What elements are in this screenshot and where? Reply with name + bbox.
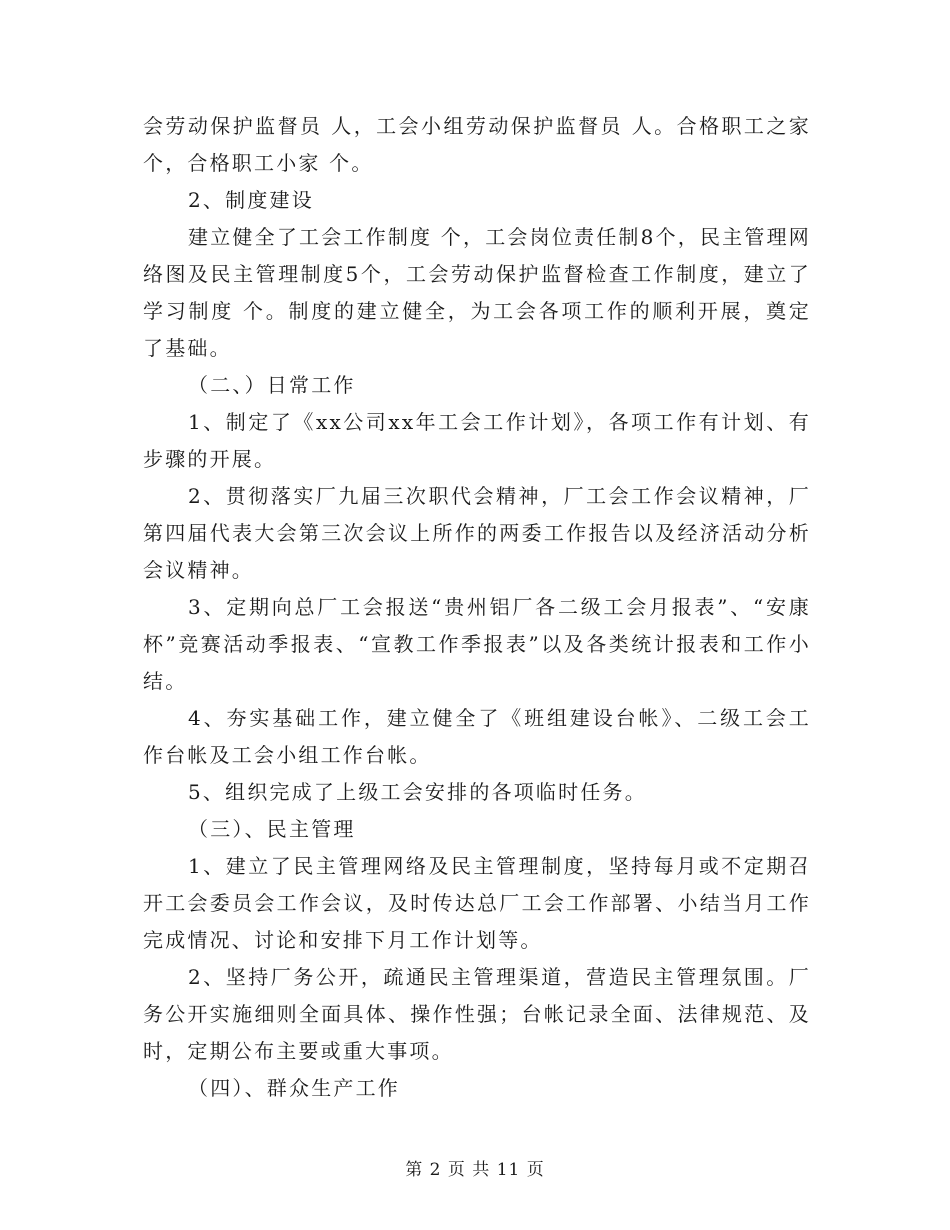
paragraph-daily-work-1: 1、制定了《xx公司xx年工会工作计划》，各项工作有计划、有步骤的开展。 xyxy=(143,410,811,471)
paragraph-daily-work-3: 3、定期向总厂工会报送“贵州铝厂各二级工会月报表”、“安康杯”竞赛活动季报表、“宣教工作季报表”以及各类统计报表和工作小结。 xyxy=(143,595,811,693)
paragraph-democratic-management-1: 1、建立了民主管理网络及民主管理制度，坚持每月或不定期召开工会委员会工作会议，及时传达总厂工会工作部署、小结当月工作完成情况、讨论和安排下月工作计划等。 xyxy=(143,854,811,952)
page-footer: 第 2 页 共 11 页 xyxy=(405,1160,545,1180)
paragraph-democratic-management-2: 2、坚持厂务公开，疏通民主管理渠道，营造民主管理氛围。厂务公开实施细则全面具体、操作性强；台帐记录全面、法律规范、及时，定期公布主要或重大事项。 xyxy=(143,965,811,1063)
section-heading-democratic-management: （三）、民主管理 xyxy=(188,817,356,841)
subheading-institution-building: 2、制度建设 xyxy=(188,188,314,212)
document-body xyxy=(143,108,811,1107)
paragraph-daily-work-4: 4、夯实基础工作，建立健全了《班组建设台帐》、二级工会工作台帐及工会小组工作台帐。 xyxy=(143,706,811,767)
paragraph-daily-work-5: 5、组织完成了上级工会安排的各项临时任务。 xyxy=(188,780,647,804)
section-heading-daily-work: （二、）日常工作 xyxy=(188,373,356,397)
section-heading-mass-production: （四）、群众生产工作 xyxy=(188,1076,400,1100)
paragraph-continuation: 会劳动保护监督员 人，工会小组劳动保护监督员 人。合格职工之家 个，合格职工小家 个。 xyxy=(143,114,811,175)
paragraph-institution-building: 建立健全了工会工作制度 个，工会岗位责任制8个，民主管理网络图及民主管理制度5个，工会劳动保护监督检查工作制度，建立了学习制度 个。制度的建立健全，为工会各项工作的顺利开展，奠定了基础。 xyxy=(143,225,811,360)
paragraph-daily-work-2: 2、贯彻落实厂九届三次职代会精神，厂工会工作会议精神，厂第四届代表大会第三次会议上所作的两委工作报告以及经济活动分析会议精神。 xyxy=(143,484,811,582)
